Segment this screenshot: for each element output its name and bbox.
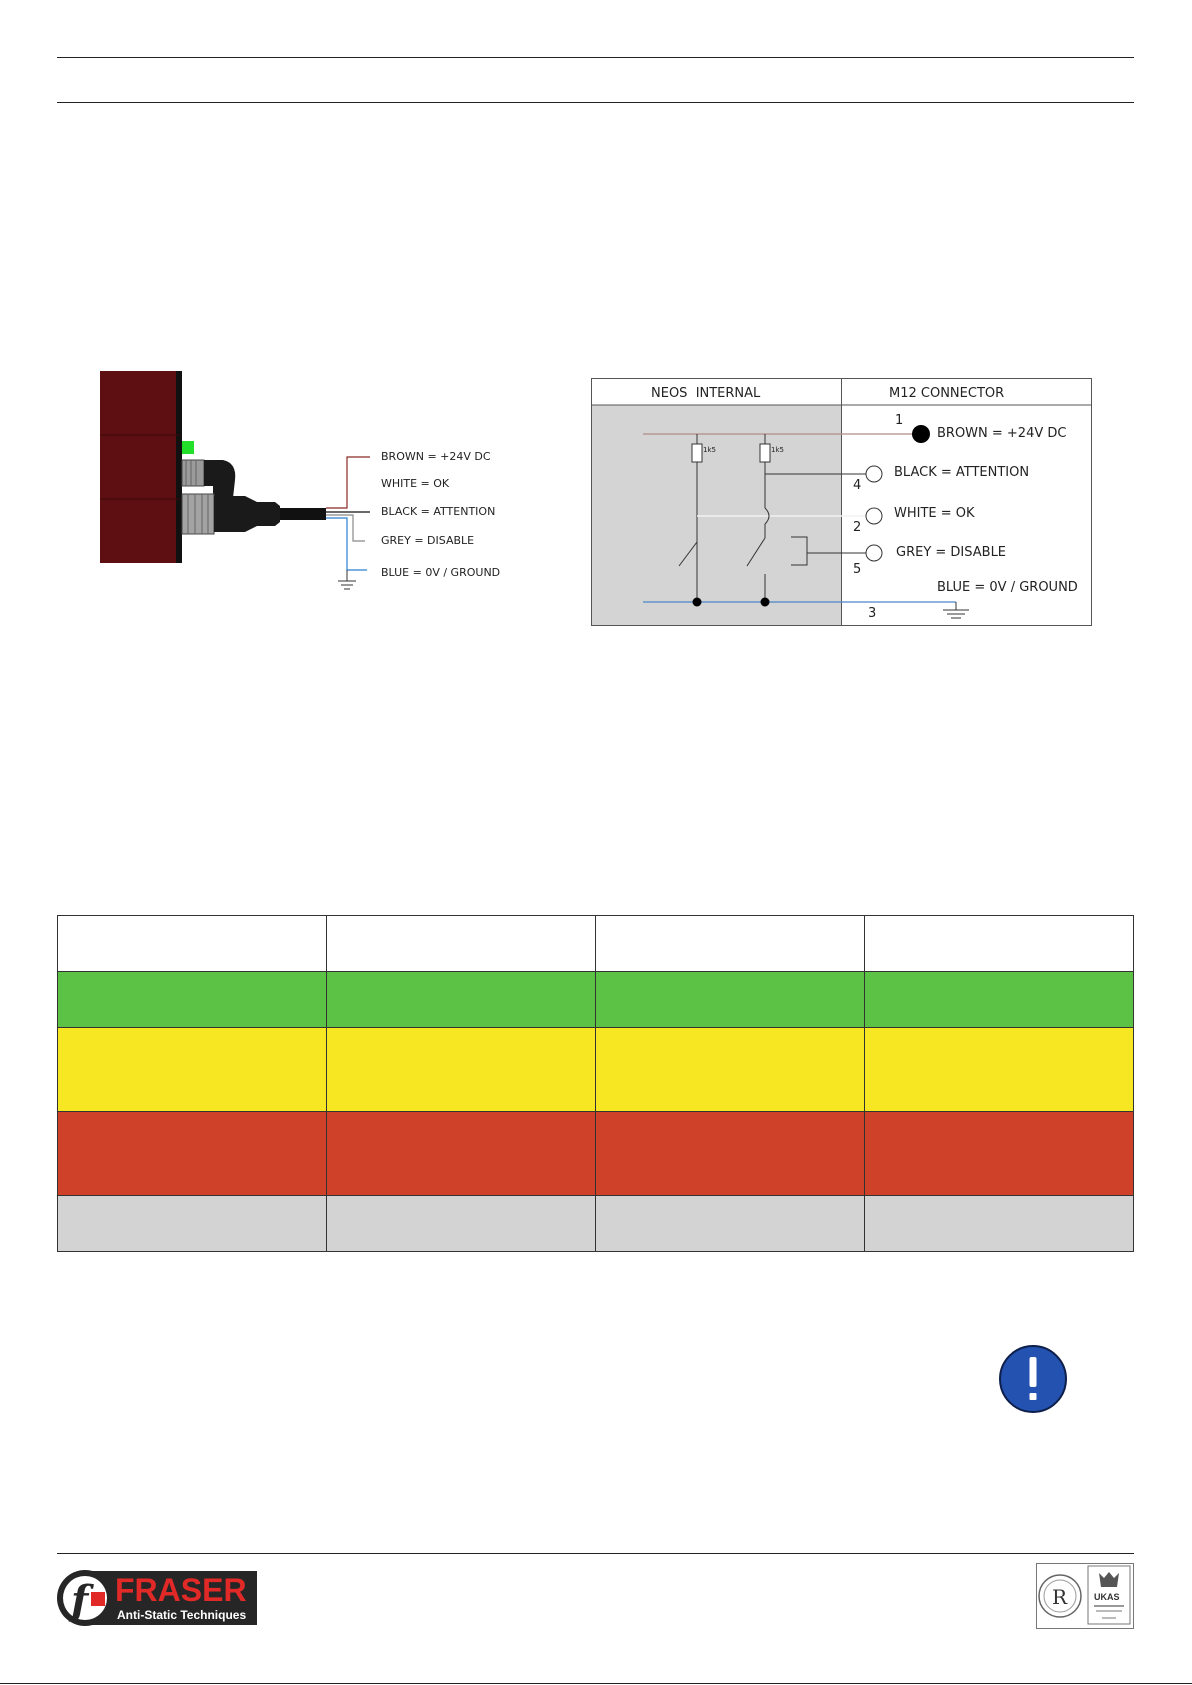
status-cell	[865, 916, 1134, 972]
status-cell	[865, 1028, 1134, 1112]
status-cell	[596, 972, 865, 1028]
pin-5-label: GREY = DISABLE	[896, 545, 1007, 560]
status-cell	[865, 1112, 1134, 1196]
pin-4-label: BLACK = ATTENTION	[894, 465, 1030, 480]
status-cell	[327, 916, 596, 972]
svg-text:f: f	[71, 1577, 89, 1624]
fraser-wordmark: FRASER	[115, 1572, 247, 1608]
pin-2-label: WHITE = OK	[894, 506, 975, 521]
label-white: WHITE = OK	[381, 477, 450, 490]
status-cell	[865, 1196, 1134, 1252]
status-cell	[327, 1196, 596, 1252]
pin-5-number: 5	[853, 562, 862, 577]
resistor-label-2: 1k5	[771, 446, 784, 454]
page-bottom-rule	[0, 1683, 1192, 1684]
label-grey: GREY = DISABLE	[381, 534, 475, 547]
status-cell	[596, 1196, 865, 1252]
status-cell	[58, 972, 327, 1028]
status-cell	[58, 1196, 327, 1252]
grey-wire	[326, 515, 365, 541]
svg-text:R: R	[1052, 1585, 1068, 1609]
pin-1-label: BROWN = +24V DC	[937, 426, 1067, 441]
device-wiring-illustration	[95, 368, 515, 598]
pin-4-number: 4	[853, 478, 862, 493]
status-cell	[327, 972, 596, 1028]
pin-5-terminal	[866, 545, 882, 561]
status-table	[57, 915, 1134, 1252]
blue-wire	[326, 518, 367, 570]
resistor-label-1: 1k5	[703, 446, 716, 454]
exclamation-circle-icon	[998, 1344, 1068, 1414]
status-cell	[865, 972, 1134, 1028]
schematic-header-connector: M12 CONNECTOR	[889, 386, 1005, 401]
pin-1-number: 1	[895, 413, 904, 428]
status-cell	[327, 1028, 596, 1112]
status-row	[58, 1196, 1134, 1252]
pin-1-terminal	[912, 425, 930, 443]
status-cell	[596, 916, 865, 972]
status-row	[58, 972, 1134, 1028]
status-row	[58, 916, 1134, 972]
resistor-1	[692, 444, 702, 462]
pin-4-terminal	[866, 466, 882, 482]
ukas-mark: UKAS	[1094, 1592, 1120, 1602]
status-cell	[58, 916, 327, 972]
header-top-rule	[57, 57, 1134, 58]
status-cell	[58, 1112, 327, 1196]
schematic-header-internal: NEOS INTERNAL	[651, 386, 761, 401]
status-cell	[58, 1028, 327, 1112]
pin-2-number: 2	[853, 520, 862, 535]
fraser-logo	[57, 1570, 257, 1626]
connector-schematic	[591, 378, 1092, 626]
status-row	[58, 1028, 1134, 1112]
label-black: BLACK = ATTENTION	[381, 505, 496, 518]
fraser-tagline: Anti-Static Techniques	[117, 1608, 247, 1622]
device-housing	[100, 371, 180, 563]
label-brown: BROWN = +24V DC	[381, 450, 491, 463]
status-led	[182, 441, 194, 454]
certification-logos	[1036, 1563, 1134, 1629]
pin-3-number: 3	[868, 606, 877, 621]
brown-wire	[326, 457, 370, 508]
status-cell	[596, 1112, 865, 1196]
header-bottom-rule	[57, 102, 1134, 103]
pin-3-label: BLUE = 0V / GROUND	[937, 580, 1078, 595]
status-row	[58, 1112, 1134, 1196]
label-blue: BLUE = 0V / GROUND	[381, 566, 501, 579]
pin-2-terminal	[866, 508, 882, 524]
status-table-body	[58, 916, 1134, 1252]
footer-rule	[57, 1553, 1134, 1554]
status-cell	[327, 1112, 596, 1196]
device-wiring-drawing	[95, 368, 515, 598]
resistor-2	[760, 444, 770, 462]
status-cell	[596, 1028, 865, 1112]
